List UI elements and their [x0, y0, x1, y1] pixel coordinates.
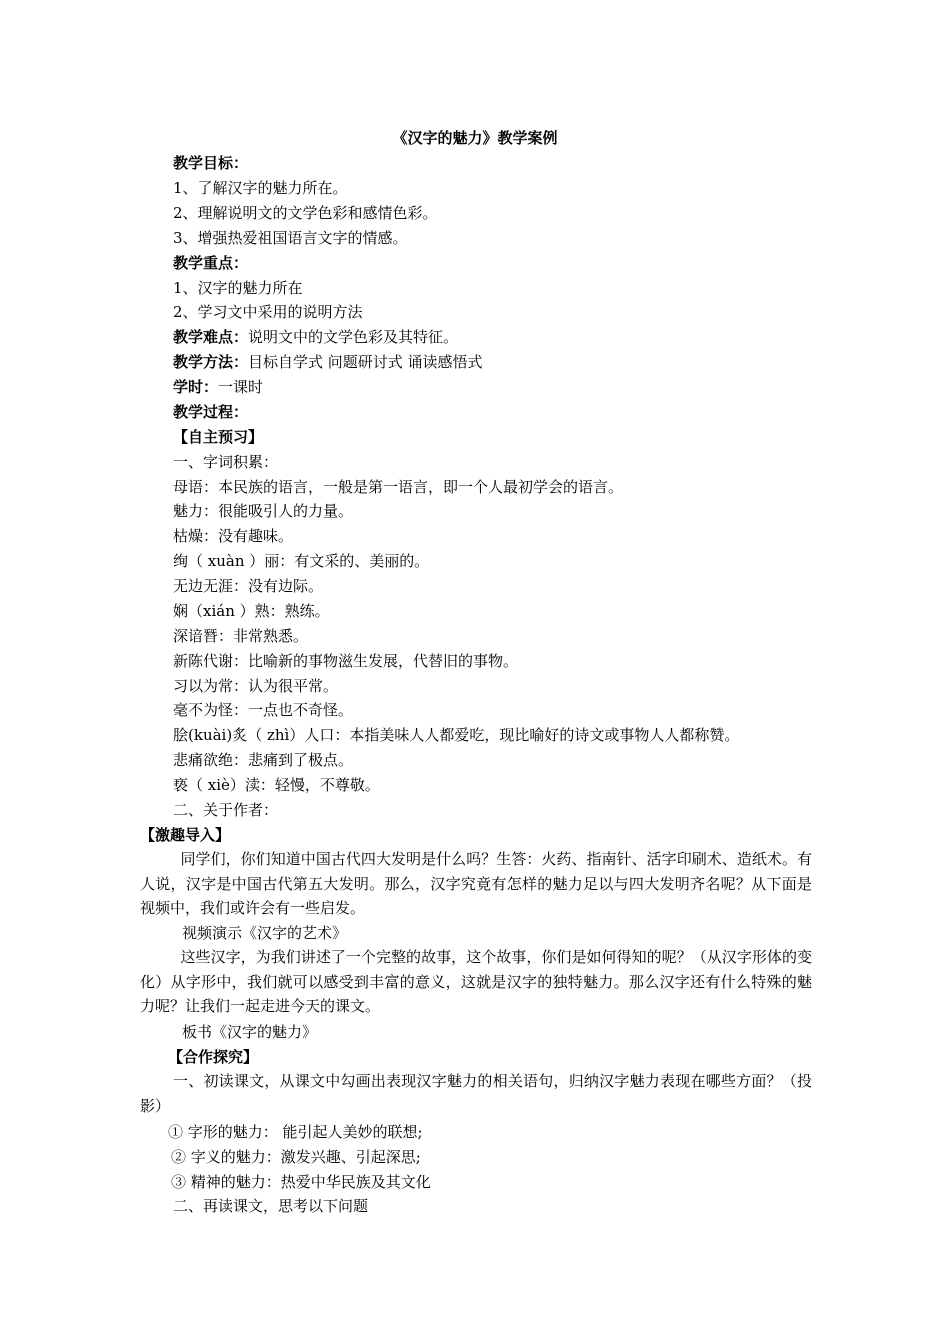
vocab-heading: 一、字词积累：	[173, 453, 279, 471]
vocab-item: 魅力：很能吸引人的力量。	[173, 502, 354, 520]
board-line: 板书《汉字的魅力》	[182, 1023, 318, 1041]
goal-item: 2、理解说明文的文学色彩和感情色彩。	[173, 204, 438, 222]
hours-text: 一课时	[218, 378, 264, 396]
goal-item: 3、增强热爱祖国语言文字的情感。	[173, 229, 408, 247]
key-item: 2、学习文中采用的说明方法	[173, 303, 363, 321]
vocab-item: 娴（xián ）熟：熟练。	[173, 602, 330, 620]
intro-paragraph: 同学们，你们知道中国古代四大发明是什么吗？生答：火药、指南针、活字印刷术、造纸术。有人说，汉字是中国古代第五大发明。那么，汉字究竟有怎样的魅力足以与四大发明齐名呢？从下面是视频中，我们或许会有一些启发。	[140, 850, 812, 917]
method-line	[173, 352, 483, 372]
vocab-item: 脍(kuài)炙（ zhì）人口：本指美味人人都爱吃，现比喻好的诗文或事物人人都称赞。	[173, 726, 740, 744]
vocab-item: 母语：本民族的语言，一般是第一语言，即一个人最初学会的语言。	[173, 478, 624, 496]
difficulty-text: 说明文中的文学色彩及其特征。	[248, 328, 459, 346]
vocab-item: 枯燥：没有趣味。	[173, 527, 294, 545]
difficulty-label: 教学难点：	[173, 328, 249, 346]
preview-heading: 【自主预习】	[173, 428, 264, 446]
vocab-item: 深谙朁：非常熟悉。	[173, 627, 309, 645]
key-item: 1、汉字的魅力所在	[173, 279, 303, 297]
document-title: 《汉字的魅力》教学案例	[392, 129, 558, 147]
key-heading: 教学重点：	[173, 254, 249, 272]
intro-heading: 【激趣导入】	[140, 826, 231, 844]
process-heading: 教学过程：	[173, 403, 249, 421]
method-label: 教学方法：	[173, 353, 249, 371]
vocab-item: 习以为常：认为很平常。	[173, 677, 339, 695]
difficulty-line	[173, 327, 458, 347]
vocab-item: 新陈代谢：比喻新的事物滋生发展，代替旧的事物。	[173, 652, 519, 670]
goal-item: 1、了解汉字的魅力所在。	[173, 179, 348, 197]
reread-line: 二、再读课文，思考以下问题	[173, 1197, 369, 1215]
explore-paragraph: 一、初读课文，从课文中勾画出表现汉字魅力的相关语句，归纳汉字魅力表现在哪些方面？（投影）	[140, 1072, 812, 1115]
explore-heading: 【合作探究】	[168, 1048, 259, 1066]
charm-item: ② 字义的魅力：激发兴趣、引起深思;	[171, 1148, 421, 1166]
goals-heading: 教学目标：	[173, 154, 249, 172]
vocab-item: 无边无涯：没有边际。	[173, 577, 324, 595]
charm-item: ① 字形的魅力： 能引起人美妙的联想;	[168, 1123, 423, 1141]
video-line: 视频演示《汉字的艺术》	[182, 924, 348, 942]
vocab-item: 绚（ xuàn ）丽：有文采的、美丽的。	[173, 552, 430, 570]
hours-label: 学时：	[173, 378, 219, 396]
hours-line	[173, 377, 263, 397]
method-text: 目标自学式 问题研讨式 诵读感悟式	[248, 353, 483, 371]
charm-item: ③ 精神的魅力：热爱中华民族及其文化	[171, 1173, 431, 1191]
vocab-item: 亵（ xiè）渎：轻慢，不尊敬。	[173, 776, 380, 794]
vocab-item: 毫不为怪：一点也不奇怪。	[173, 701, 354, 719]
author-heading: 二、关于作者：	[173, 801, 279, 819]
intro-paragraph-2: 这些汉字，为我们讲述了一个完整的故事，这个故事，你们是如何得知的呢？（从汉字形体的变化）从字形中，我们就可以感受到丰富的意义，这就是汉字的独特魅力。那么汉字还有什么特殊的魅力呢？让我们一起走进今天的课文。	[140, 948, 812, 1015]
vocab-item: 悲痛欲绝：悲痛到了极点。	[173, 751, 354, 769]
